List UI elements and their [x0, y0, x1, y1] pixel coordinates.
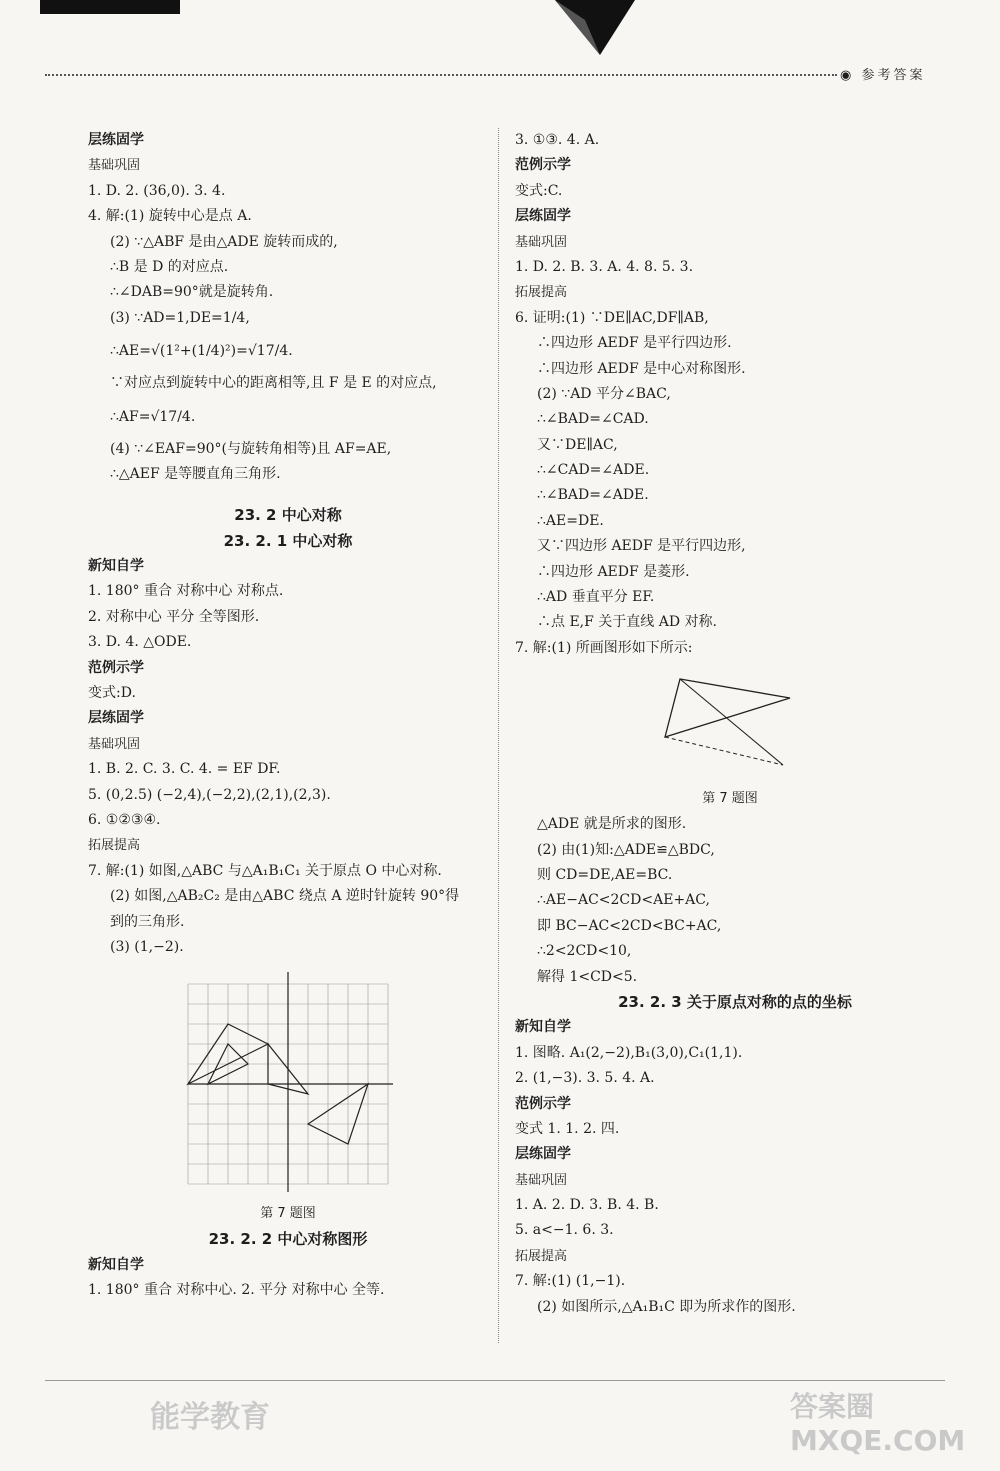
grid-figure-caption: 第 7 题图: [260, 1206, 316, 1222]
right2-line: 即 BC−AC<2CD<BC+AC,: [537, 917, 722, 934]
left-line: 3. D. 4. △ODE.: [88, 634, 192, 651]
right-text-block: [515, 128, 955, 661]
right2-line: 7. 解:(1) (1,−1).: [515, 1273, 626, 1290]
right-line: 3. ①③. 4. A.: [515, 132, 600, 148]
left-line: 1. B. 2. C. 3. C. 4. = EF DF.: [88, 761, 281, 778]
left-line: ∴AF=√17/4.: [110, 408, 196, 425]
left-line: ∴B 是 D 的对应点.: [110, 258, 229, 275]
right-line: 拓展提高: [515, 285, 568, 301]
left-line: ∴AE=√(1²+(1/4)²)=√17/4.: [110, 343, 293, 360]
right2-line: 5. a<−1. 6. 3.: [515, 1222, 614, 1239]
left-line: 拓展提高: [88, 838, 141, 854]
right-line: ∴四边形 AEDF 是中心对称图形.: [537, 360, 746, 377]
right2-line: 1. 图略. A₁(2,−2),B₁(3,0),C₁(1,1).: [515, 1044, 743, 1061]
right2-line: 1. A. 2. D. 3. B. 4. B.: [515, 1197, 659, 1214]
right-line: 又∵DE∥AC,: [537, 436, 618, 453]
right-line: 变式:C.: [515, 182, 563, 199]
left-line: 1. D. 2. (36,0). 3. 4.: [88, 182, 226, 199]
left-line: 23. 2 中心对称: [234, 506, 342, 525]
right-line: ∴∠CAD=∠ADE.: [537, 462, 650, 479]
grid-figure-svg: [183, 966, 393, 1198]
right2-line: ∴2<2CD<10,: [537, 943, 632, 960]
triangle-figure-svg: [645, 665, 815, 783]
right-line: ∴四边形 AEDF 是菱形.: [537, 563, 690, 580]
right-line: ∴点 E,F 关于直线 AD 对称.: [537, 614, 717, 631]
triangle-figure-caption: 第 7 题图: [702, 791, 758, 807]
left-line: 变式:D.: [88, 685, 136, 702]
header-dotted-rule: [45, 74, 837, 76]
right-line: 1. D. 2. B. 3. A. 4. 8. 5. 3.: [515, 258, 694, 275]
left-line: (3) (1,−2).: [110, 938, 184, 955]
left-line: (2) 如图,△AB₂C₂ 是由△ABC 绕点 A 逆时针旋转 90°得: [110, 888, 460, 905]
left-line: 到的三角形.: [110, 913, 185, 930]
right-line: 层练固学: [515, 208, 571, 225]
left-line: ∴△AEF 是等腰直角三角形.: [110, 465, 281, 482]
left-line: 6. ①②③④.: [88, 811, 161, 828]
top-black-bar: [40, 0, 180, 14]
right2-line: 解得 1<CD<5.: [537, 968, 638, 985]
right-line: ∴AE=DE.: [537, 512, 604, 529]
left-line: (4) ∵∠EAF=90°(与旋转角相等)且 AF=AE,: [110, 440, 392, 457]
right-line: ∴∠BAD=∠ADE.: [537, 487, 649, 504]
watermark-right: 答案圈 MXQE.COM: [790, 1390, 966, 1457]
left-line: 基础巩固: [88, 736, 141, 752]
coordinate-grid-figure: [183, 966, 393, 1221]
left-line: 23. 2. 1 中心对称: [223, 531, 353, 550]
left-bottom-block: [88, 1227, 488, 1303]
left-line: 4. 解:(1) 旋转中心是点 A.: [88, 208, 252, 225]
triangle-figure: [645, 665, 815, 806]
right-line: 6. 证明:(1) ∵DE∥AC,DF∥AB,: [515, 309, 709, 326]
left_bottom-line: 新知自学: [88, 1256, 144, 1273]
right2-line: 范例示学: [515, 1095, 571, 1112]
left-line: 范例示学: [88, 659, 144, 676]
right2-line: 则 CD=DE,AE=BC.: [537, 866, 673, 883]
right2-line: (2) 由(1)知:△ADE≌△BDC,: [537, 841, 715, 858]
right2-line: 新知自学: [515, 1019, 571, 1036]
header-title: ◉ 参考答案: [840, 68, 926, 83]
right2-line: (2) 如图所示,△A₁B₁C 即为所求作的图形.: [537, 1298, 796, 1315]
right-line: ∴∠BAD=∠CAD.: [537, 411, 649, 428]
left-line: 层练固学: [88, 710, 144, 727]
right-line: ∴AD 垂直平分 EF.: [537, 589, 655, 606]
left-line: 1. 180° 重合 对称中心 对称点.: [88, 583, 284, 600]
left-line: ∵对应点到旋转中心的距离相等,且 F 是 E 的对应点,: [110, 375, 437, 392]
right-line: 7. 解:(1) 所画图形如下所示:: [515, 639, 693, 656]
right2-line: 层练固学: [515, 1146, 571, 1163]
right-line: 基础巩固: [515, 234, 568, 250]
watermark-left: 能学教育: [150, 1400, 270, 1435]
left-line: 2. 对称中心 平分 全等图形.: [88, 608, 260, 625]
right-line: 又∵四边形 AEDF 是平行四边形,: [537, 538, 746, 555]
left-line: (2) ∵△ABF 是由△ADE 旋转而成的,: [110, 233, 338, 250]
right2-line: △ADE 就是所求的图形.: [537, 816, 687, 833]
left-line: ∴∠DAB=90°就是旋转角.: [110, 284, 274, 301]
right-text-block-2: [515, 812, 955, 1320]
left_bottom-line: 23. 2. 2 中心对称图形: [208, 1230, 368, 1249]
left-line: (3) ∵AD=1,DE=1/4,: [110, 309, 250, 326]
column-divider: [498, 128, 499, 1343]
left-column: [88, 128, 488, 1304]
right2-line: 2. (1,−3). 3. 5. 4. A.: [515, 1070, 655, 1087]
right-line: (2) ∵AD 平分∠BAC,: [537, 385, 671, 402]
left-text-block: [88, 128, 488, 960]
left-line: [88, 487, 488, 503]
left-line: 5. (0,2.5) (−2,4),(−2,2),(2,1),(2,3).: [88, 786, 331, 803]
right2-line: 拓展提高: [515, 1248, 568, 1264]
right-column: [515, 128, 955, 1320]
left-line: 7. 解:(1) 如图,△ABC 与△A₁B₁C₁ 关于原点 O 中心对称.: [88, 862, 442, 879]
right-line: ∴四边形 AEDF 是平行四边形.: [537, 335, 732, 352]
right-line: 范例示学: [515, 157, 571, 174]
left-line: 层练固学: [88, 132, 144, 148]
right2-line: 基础巩固: [515, 1172, 568, 1188]
right2-line: 23. 2. 3 关于原点对称的点的坐标: [618, 992, 852, 1011]
left-line: 基础巩固: [88, 158, 141, 174]
left-line: 新知自学: [88, 558, 144, 575]
right2-line: 变式 1. 1. 2. 四.: [515, 1120, 620, 1137]
left_bottom-line: 1. 180° 重合 对称中心. 2. 平分 对称中心 全等.: [88, 1282, 385, 1299]
header-bullet-icon: ◉: [840, 68, 862, 83]
page-corner-fold: [555, 0, 635, 60]
footer-rule: [45, 1380, 945, 1381]
right2-line: ∴AE−AC<2CD<AE+AC,: [537, 892, 710, 909]
